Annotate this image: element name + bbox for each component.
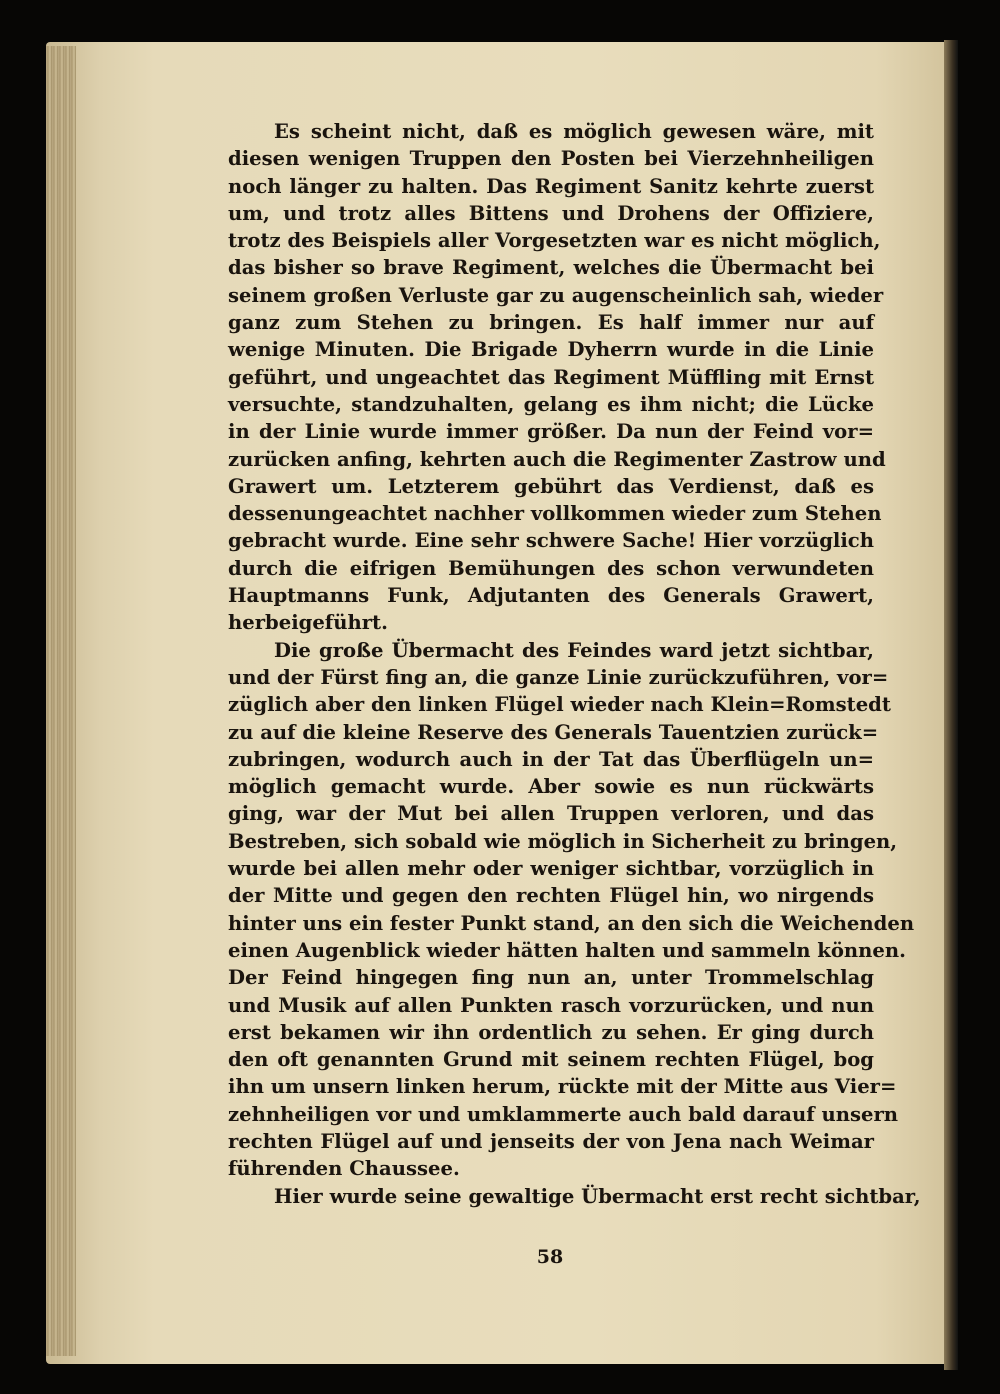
text-line: noch länger zu halten. Das Regiment Sanitz kehrte zuerst <box>228 174 874 198</box>
body-text <box>228 118 921 1210</box>
text-line: trotz des Beispiels aller Vorgesetzten war es nicht möglich, <box>228 229 881 253</box>
text-line: erst bekamen wir ihn ordentlich zu sehen. Er ging durch <box>228 1020 874 1044</box>
text-line: gebracht wurde. Eine sehr schwere Sache! Hier vorzüglich <box>228 529 874 553</box>
text-line: geführt, und ungeachtet das Regiment Müffling mit Ernst <box>228 365 874 389</box>
text-line: wurde bei allen mehr oder weniger sichtbar, vorzüglich in <box>228 857 874 881</box>
text-line: Die große Übermacht des Feindes ward jetzt sichtbar, <box>274 638 874 662</box>
text-line: hinter uns ein fester Punkt stand, an den sich die Weichenden <box>228 911 915 935</box>
text-line: zu auf die kleine Reserve des Generals Tauentzien zurück= <box>228 720 879 744</box>
text-line: ihn um unsern linken herum, rückte mit der Mitte aus Vier= <box>228 1075 897 1099</box>
page-edges <box>46 46 76 1356</box>
text-line: der Mitte und gegen den rechten Flügel hin, wo nirgends <box>228 884 874 908</box>
text-line: Grawert um. Letzterem gebührt das Verdienst, daß es <box>228 474 874 498</box>
text-line: ging, war der Mut bei allen Truppen verloren, und das <box>228 802 874 826</box>
text-line: versuchte, standzuhalten, gelang es ihm nicht; die Lücke <box>228 392 874 416</box>
text-line: das bisher so brave Regiment, welches die Übermacht bei <box>228 256 874 280</box>
facing-page-edge <box>944 40 958 1370</box>
text-line: um, und trotz alles Bittens und Drohens der Offiziere, <box>228 201 874 225</box>
text-line: einen Augenblick wieder hätten halten und sammeln können. <box>228 938 906 962</box>
text-line: und der Fürst fing an, die ganze Linie zurückzuführen, vor= <box>228 665 889 689</box>
text-line: dessenungeachtet nachher vollkommen wieder zum Stehen <box>228 502 882 526</box>
text-line: möglich gemacht wurde. Aber sowie es nun rückwärts <box>228 775 874 799</box>
text-line: Es scheint nicht, daß es möglich gewesen wäre, mit <box>274 120 874 143</box>
text-line: zehnheiligen vor und umklammerte auch bald darauf unsern <box>228 1102 899 1126</box>
text-line: den oft genannten Grund mit seinem rechten Flügel, bog <box>228 1048 874 1072</box>
text-line: seinem großen Verluste gar zu augenscheinlich sah, wieder <box>228 283 884 307</box>
text-line: Hier wurde seine gewaltige Übermacht erst recht sichtbar, <box>274 1184 921 1208</box>
text-line: führenden Chaussee. <box>228 1157 460 1181</box>
text-line: Der Feind hingegen fing nun an, unter Trommelschlag <box>228 966 874 990</box>
text-line: diesen wenigen Truppen den Posten bei Vierzehnheiligen <box>228 147 874 171</box>
text-line: in der Linie wurde immer größer. Da nun der Feind vor= <box>228 420 874 444</box>
text-line: und Musik auf allen Punkten rasch vorzurücken, und nun <box>228 993 874 1017</box>
text-line: durch die eifrigen Bemühungen des schon verwundeten <box>228 556 874 580</box>
text-line: wenige Minuten. Die Brigade Dyherrn wurde in die Linie <box>228 338 874 362</box>
text-line: rechten Flügel auf und jenseits der von Jena nach Weimar <box>228 1129 874 1153</box>
text-line: Bestreben, sich sobald wie möglich in Sicherheit zu bringen, <box>228 829 898 853</box>
text-line: zubringen, wodurch auch in der Tat das Überflügeln un= <box>228 747 874 771</box>
page-number: 58 <box>536 1246 564 1268</box>
text-line: ganz zum Stehen zu bringen. Es half immer nur auf <box>228 311 874 335</box>
text-line: Hauptmanns Funk, Adjutanten des Generals Grawert, <box>228 584 874 608</box>
text-line: züglich aber den linken Flügel wieder nach Klein=Romstedt <box>228 693 891 717</box>
text-line: herbeigeführt. <box>228 611 388 635</box>
text-line: zurücken anfing, kehrten auch die Regimenter Zastrow und <box>228 447 886 471</box>
